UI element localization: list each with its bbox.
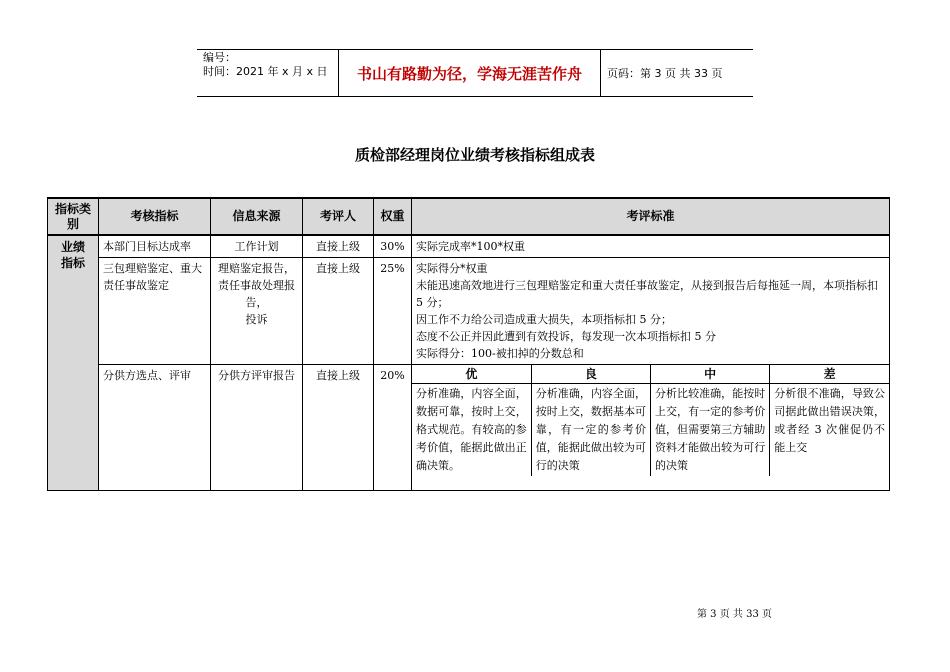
table-row xyxy=(48,235,890,258)
weight-cell: 20% xyxy=(374,365,412,491)
weight-cell: 25% xyxy=(374,258,412,365)
category-label: 业绩指标 xyxy=(60,240,85,270)
indicator-cell: 三包理赔鉴定、重大责任事故鉴定 xyxy=(99,258,211,365)
standard-line: 态度不公正并因此遭到有效投诉，每发现一次本项指标扣 5 分 xyxy=(416,330,716,343)
grade-label-excellent: 优 xyxy=(412,365,531,384)
indicator-cell: 分供方选点、评审 xyxy=(99,365,211,491)
header-page-code: 页码：第 3 页 共 33 页 xyxy=(607,67,723,80)
standard-line: 未能迅速高效地进行三包理赔鉴定和重大责任事故鉴定，从接到报告后每拖延一周，本项指标扣 5 分； xyxy=(416,279,878,309)
standard-line: 因工作不力给公司造成重大损失，本项指标扣 5 分； xyxy=(416,313,672,326)
header-standard: 考评标准 xyxy=(412,198,890,235)
header-source: 信息来源 xyxy=(211,198,303,235)
table-row xyxy=(48,258,890,365)
table-row xyxy=(48,365,890,491)
document-header xyxy=(197,49,753,97)
standard-line: 实际得分：100-被扣掉的分数总和 xyxy=(416,347,584,360)
weight-cell: 30% xyxy=(374,235,412,258)
evaluator-cell: 直接上级 xyxy=(303,365,374,491)
grade-text-average: 分析比较准确，能按时上交，有一定的参考价值，但需要第三方辅助资料才能做出较为可行的决策 xyxy=(651,384,770,477)
header-evaluator: 考评人 xyxy=(303,198,374,235)
evaluator-cell: 直接上级 xyxy=(303,235,374,258)
header-motto: 书山有路勤为径，学海无涯苦作舟 xyxy=(339,50,601,96)
source-cell: 理赔鉴定报告， 责任事故处理报告， 投诉 xyxy=(211,258,303,365)
grade-label-poor: 差 xyxy=(770,365,889,384)
number-label: 编号： xyxy=(203,51,236,64)
standard-line: 实际得分*权重 xyxy=(416,262,488,275)
standard-cell xyxy=(412,365,890,491)
grade-text-poor: 分析很不准确，导致公司据此做出错误决策，或者经 3 次催促仍不能上交 xyxy=(770,384,889,477)
grade-text-excellent: 分析准确，内容全面，数据可靠，按时上交，格式规范。有较高的参考价值，能据此做出正确决策。 xyxy=(412,384,531,477)
table-header-row xyxy=(48,198,890,235)
category-cell xyxy=(48,235,99,491)
grade-text-good: 分析准确，内容全面，按时上交，数据基本可靠，有一定的参考价值，能据此做出较为可行的决策 xyxy=(531,384,650,477)
standard-cell xyxy=(412,258,890,365)
header-indicator: 考核指标 xyxy=(99,198,211,235)
grade-header-row xyxy=(412,365,889,384)
time-label: 时间：2021 年 x 月 x 日 xyxy=(203,65,328,78)
standard-cell: 实际完成率*100*权重 xyxy=(412,235,890,258)
document-title: 质检部经理岗位业绩考核指标组成表 xyxy=(354,146,595,164)
header-category: 指标类别 xyxy=(48,198,99,235)
source-cell: 分供方评审报告 xyxy=(211,365,303,491)
grade-text-row xyxy=(412,384,889,477)
page-footer: 第 3 页 共 33 页 xyxy=(697,609,772,620)
header-weight: 权重 xyxy=(374,198,412,235)
evaluator-cell: 直接上级 xyxy=(303,258,374,365)
grade-table xyxy=(412,365,889,476)
grade-label-good: 良 xyxy=(531,365,650,384)
indicator-table xyxy=(47,197,890,491)
indicator-cell: 本部门目标达成率 xyxy=(99,235,211,258)
source-cell: 工作计划 xyxy=(211,235,303,258)
grade-label-average: 中 xyxy=(651,365,770,384)
header-meta xyxy=(197,50,339,96)
